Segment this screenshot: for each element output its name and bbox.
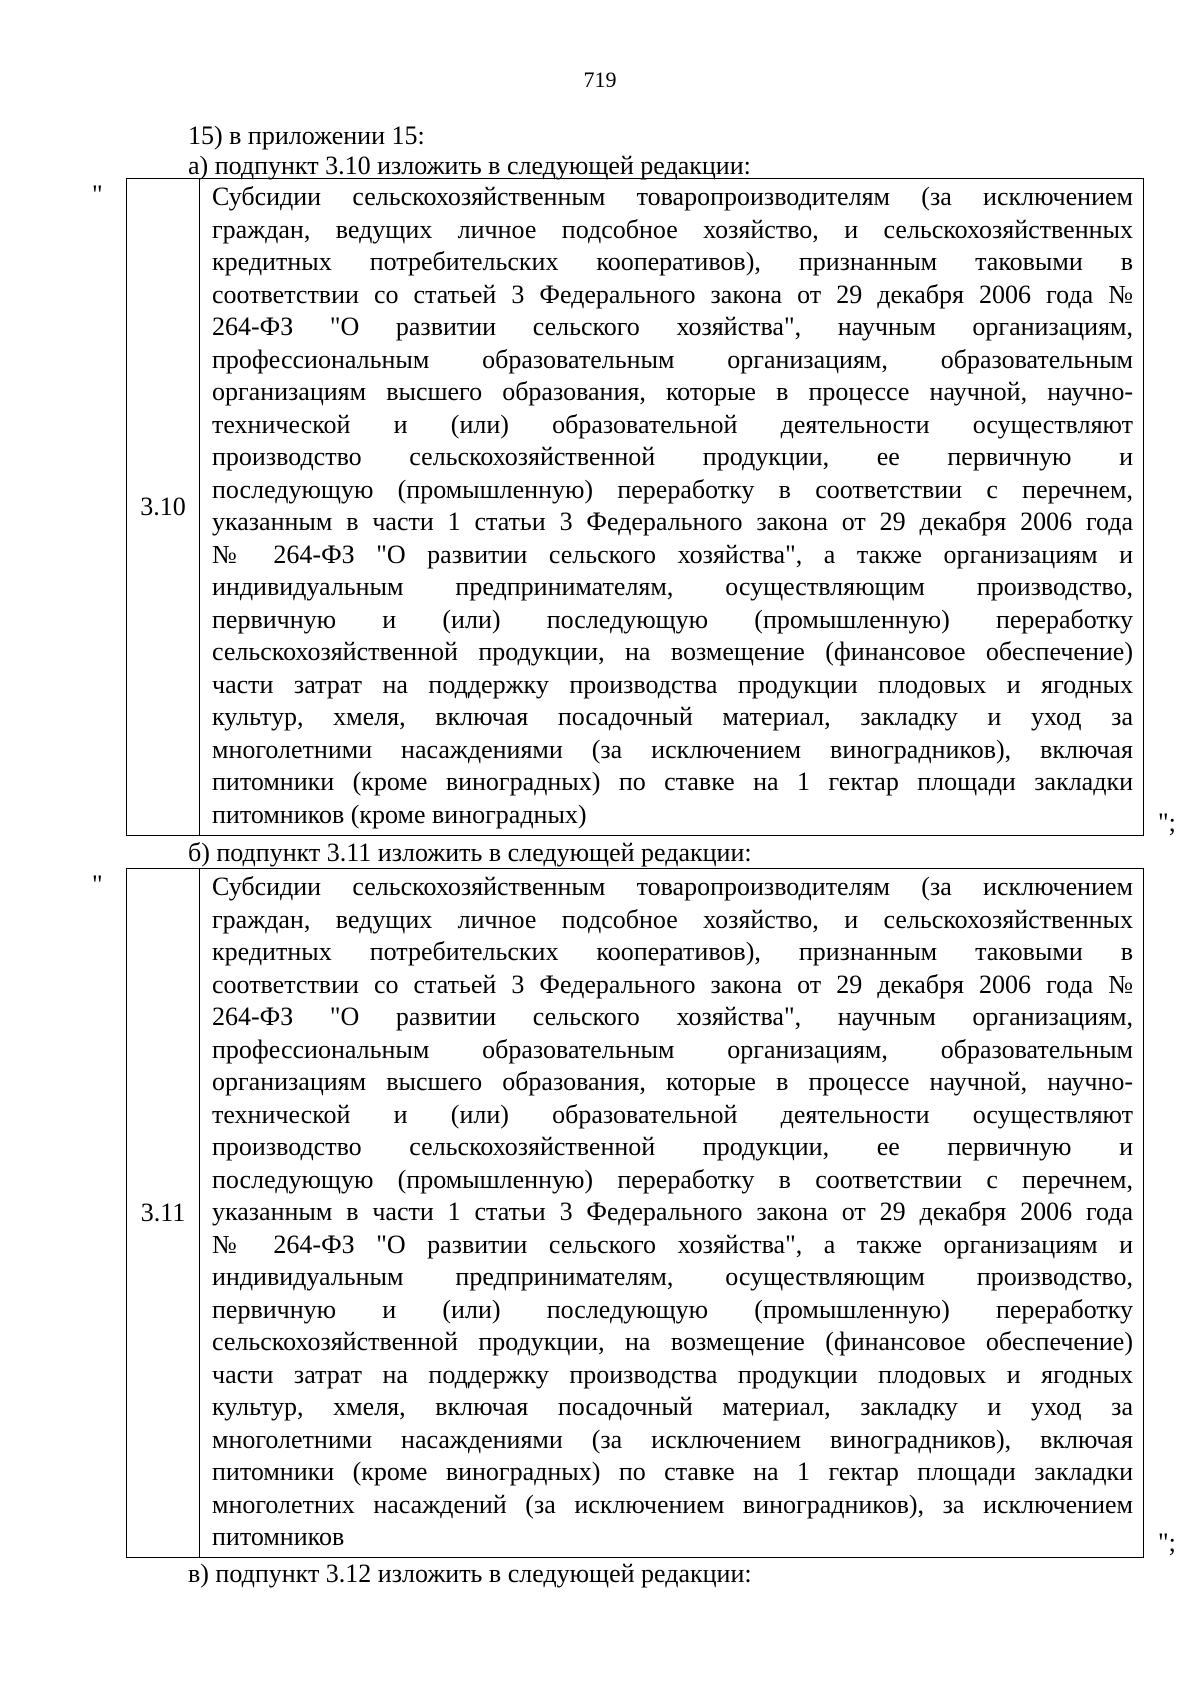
row-number-cell	[127, 869, 200, 1558]
text-line: первичную и (или) последующую (промышленную) переработку	[212, 604, 1133, 634]
text-line: последующую (промышленную) переработку в соответствии с перечнем,	[212, 1164, 1133, 1194]
quote-close-3-11: ";	[1158, 1528, 1176, 1557]
text-line: организациям высшего образования, которые в процессе научной, научно-	[212, 377, 1133, 406]
text-line: профессиональным образовательным организациям, образовательным	[212, 344, 1133, 374]
text-line: указанным в части 1 статьи 3 Федерального закона от 29 декабря 2006 года	[212, 507, 1133, 536]
text-line: технической и (или) образовательной деятельности осуществляют	[212, 409, 1133, 439]
item-c-line: в) подпункт 3.12 изложить в следующей редакции:	[188, 1559, 752, 1588]
table-row	[127, 179, 1144, 836]
quote-close-3-10: ";	[1158, 808, 1176, 837]
row-text-cell	[200, 869, 1144, 1558]
text-line: сельскохозяйственной продукции, на возмещение (финансовое обеспечение)	[212, 637, 1133, 666]
text-line: соответствии со статьей 3 Федерального закона от 29 декабря 2006 года №	[212, 969, 1133, 999]
text-line: многолетними насаждениями (за исключением виноградников), включая	[212, 1424, 1133, 1454]
text-line: культур, хмеля, включая посадочный материал, закладку и уход за	[212, 1392, 1133, 1421]
text-line: первичную и (или) последующую (промышленную) переработку	[212, 1294, 1133, 1324]
row-number: 3.11	[140, 1198, 186, 1227]
text-line: технической и (или) образовательной деятельности осуществляют	[212, 1099, 1133, 1129]
text-line: 264-ФЗ "О развитии сельского хозяйства", научным организациям,	[212, 312, 1133, 341]
quote-open-3-10: "	[92, 180, 103, 209]
amendment-table-3-10	[126, 178, 1144, 836]
text-line: 264-ФЗ "О развитии сельского хозяйства", научным организациям,	[212, 1002, 1133, 1031]
text-line: производство сельскохозяйственной продукции, ее первичную и	[212, 1132, 1133, 1161]
text-line: части затрат на поддержку производства продукции плодовых и ягодных	[212, 1359, 1133, 1389]
text-line: граждан, ведущих личное подсобное хозяйство, и сельскохозяйственных	[212, 904, 1133, 934]
text-line: питомники (кроме виноградных) по ставке на 1 гектар площади закладки	[212, 767, 1133, 796]
row-number-cell	[127, 179, 200, 836]
text-line: граждан, ведущих личное подсобное хозяйство, и сельскохозяйственных	[212, 214, 1133, 244]
appendix-line: 15) в приложении 15:	[188, 121, 425, 150]
item-b-line: б) подпункт 3.11 изложить в следующей редакции:	[188, 838, 752, 867]
text-line: индивидуальным предпринимателям, осуществляющим производство,	[212, 1262, 1133, 1291]
text-line: соответствии со статьей 3 Федерального закона от 29 декабря 2006 года №	[212, 279, 1133, 309]
text-line: части затрат на поддержку производства продукции плодовых и ягодных	[212, 669, 1133, 699]
text-line: производство сельскохозяйственной продукции, ее первичную и	[212, 442, 1133, 471]
text-line: № 264-ФЗ "О развитии сельского хозяйства", а также организациям и	[212, 1229, 1133, 1259]
text-line: кредитных потребительских кооперативов), признанным таковыми в	[212, 247, 1133, 276]
text-line: кредитных потребительских кооперативов), признанным таковыми в	[212, 937, 1133, 966]
text-line: многолетними насаждениями (за исключением виноградников), включая	[212, 734, 1133, 764]
text-line: последующую (промышленную) переработку в соответствии с перечнем,	[212, 474, 1133, 504]
row-number: 3.10	[140, 492, 186, 521]
text-line: культур, хмеля, включая посадочный материал, закладку и уход за	[212, 702, 1133, 731]
text-line: индивидуальным предпринимателям, осуществляющим производство,	[212, 572, 1133, 601]
text-line: сельскохозяйственной продукции, на возмещение (финансовое обеспечение)	[212, 1327, 1133, 1356]
amendment-table-3-11	[126, 868, 1144, 1558]
text-line: многолетних насаждений (за исключением виноградников), за исключением	[212, 1489, 1133, 1519]
text-line: организациям высшего образования, которые в процессе научной, научно-	[212, 1067, 1133, 1096]
item-a-line: а) подпункт 3.10 изложить в следующей редакции:	[188, 151, 751, 180]
text-line: питомники (кроме виноградных) по ставке на 1 гектар площади закладки	[212, 1457, 1133, 1486]
text-line: № 264-ФЗ "О развитии сельского хозяйства", а также организациям и	[212, 539, 1133, 569]
text-line: указанным в части 1 статьи 3 Федерального закона от 29 декабря 2006 года	[212, 1197, 1133, 1226]
page-number: 719	[583, 67, 617, 92]
text-line: Субсидии сельскохозяйственным товаропроизводителям (за исключением	[212, 872, 1133, 901]
table-row	[127, 869, 1144, 1558]
text-line: питомников (кроме виноградных)	[212, 799, 587, 829]
text-line: профессиональным образовательным организациям, образовательным	[212, 1034, 1133, 1064]
quote-open-3-11: "	[92, 870, 103, 899]
text-line: питомников	[212, 1522, 345, 1551]
text-line: Субсидии сельскохозяйственным товаропроизводителям (за исключением	[212, 182, 1133, 211]
row-text-cell	[200, 179, 1144, 836]
